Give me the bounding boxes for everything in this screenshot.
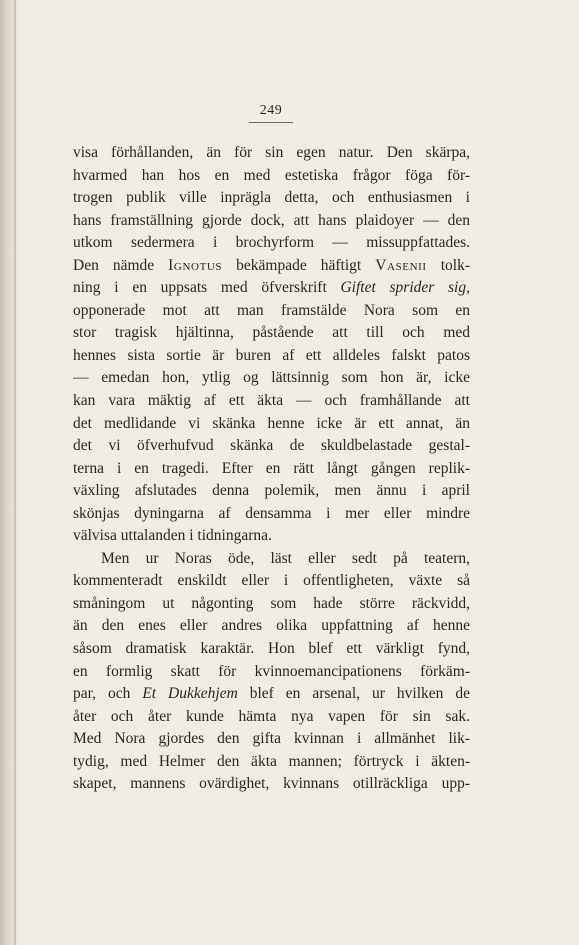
text-run: bekämpade häftigt <box>222 256 376 274</box>
text-run: än den enes eller andres olika uppfattning af henne <box>73 617 470 635</box>
text-line <box>73 435 470 458</box>
text-run: stor tragisk hjältinna, påstående att till och med <box>73 324 470 342</box>
text-line <box>73 593 470 616</box>
italic-title: Giftet sprider sig <box>340 279 467 297</box>
text-run: kommenteradt enskildt eller i offentligheten, växte så <box>73 572 470 590</box>
text-run: det medlidande vi skänka henne icke är ett annat, än <box>73 414 470 432</box>
text-run: växling afslutades denna polemik, men ännu i april <box>73 482 470 500</box>
text-line <box>73 503 470 526</box>
text-run: terna i en tragedi. Efter en rätt långt gången replik- <box>73 459 470 477</box>
text-line <box>73 661 470 684</box>
text-line <box>73 255 470 278</box>
text-line <box>73 751 470 774</box>
text-line <box>73 367 470 390</box>
text-run: åter och åter kunde hämta nya vapen för sin sak. <box>73 707 470 725</box>
text-run: blef en arsenal, ur hvilken de <box>237 685 470 703</box>
text-line <box>73 480 470 503</box>
text-line <box>73 615 470 638</box>
text-run: hennes sista sortie är buren af ett alldeles falskt patos <box>73 346 470 364</box>
text-run: Med Nora gjordes den gifta kvinnan i allmänhet lik- <box>73 730 470 748</box>
text-run: skönjas dyningarna af densamma i mer eller mindre <box>73 504 470 522</box>
text-run: tydig, med Helmer den äkta mannen; förtryck i äkten- <box>73 752 470 770</box>
text-line <box>73 570 470 593</box>
text-line <box>73 165 470 188</box>
page-number: 249 <box>259 103 283 118</box>
author-name: Ignotus <box>168 256 223 274</box>
paragraph-start-line <box>73 548 470 571</box>
text-line <box>73 638 470 661</box>
text-run: en formlig skatt för kvinnoemancipationens förkäm- <box>73 662 470 680</box>
text-line <box>73 187 470 210</box>
paragraph-end-line <box>73 525 470 548</box>
text-run: hans framställning gjorde dock, att hans plaidoyer — den <box>73 211 470 229</box>
text-line <box>73 210 470 233</box>
text-line <box>73 458 470 481</box>
text-run: par, och <box>73 685 143 703</box>
text-run: småningom ut någonting som hade större räckvidd, <box>73 594 470 612</box>
page-header <box>246 103 296 123</box>
italic-title: Et Dukkehjem <box>142 685 238 703</box>
text-run: det vi öfverhufvud skänka de skuldbelastade gestal- <box>73 437 470 455</box>
text-run: — emedan hon, ytlig og lättsinnig som hon är, icke <box>73 369 470 387</box>
binding-edge <box>14 0 16 945</box>
text-line <box>73 277 470 300</box>
body-text <box>73 142 470 796</box>
text-run: ning i en uppsats med öfverskrift <box>73 279 341 297</box>
text-line <box>73 232 470 255</box>
text-line <box>73 142 470 165</box>
header-rule <box>249 122 293 123</box>
text-run: Den nämde <box>73 256 169 274</box>
text-line <box>73 345 470 368</box>
text-line <box>73 300 470 323</box>
text-run: visa förhållanden, än för sin egen natur. Den skärpa, <box>73 144 470 161</box>
text-run: hvarmed han hos en med estetiska frågor föga för- <box>73 166 470 184</box>
text-run: utkom sedermera i brochyrform — missuppfattades. <box>73 234 470 252</box>
author-name: Vasenii <box>375 256 427 274</box>
text-line <box>73 413 470 436</box>
text-run: Men ur Noras öde, läst eller sedt på teatern, <box>101 549 470 567</box>
text-line <box>73 773 470 796</box>
text-run: , <box>466 279 470 297</box>
text-line <box>73 728 470 751</box>
text-run: välvisa uttalanden i tidningarna. <box>73 527 272 545</box>
text-run: trogen publik ville inprägla detta, och enthusiasmen i <box>73 189 470 207</box>
text-line <box>73 322 470 345</box>
text-line <box>73 683 470 706</box>
text-run: såsom dramatisk karaktär. Hon blef ett värkligt fynd, <box>73 640 470 658</box>
text-run: kan vara mäktig af ett äkta — och framhållande att <box>73 392 470 410</box>
text-run: skapet, mannens ovärdighet, kvinnans otillräckliga upp- <box>73 775 470 793</box>
text-run: opponerade mot att man framstälde Nora som en <box>73 301 470 319</box>
text-run: tolk- <box>426 256 470 274</box>
text-line <box>73 390 470 413</box>
text-line <box>73 706 470 729</box>
